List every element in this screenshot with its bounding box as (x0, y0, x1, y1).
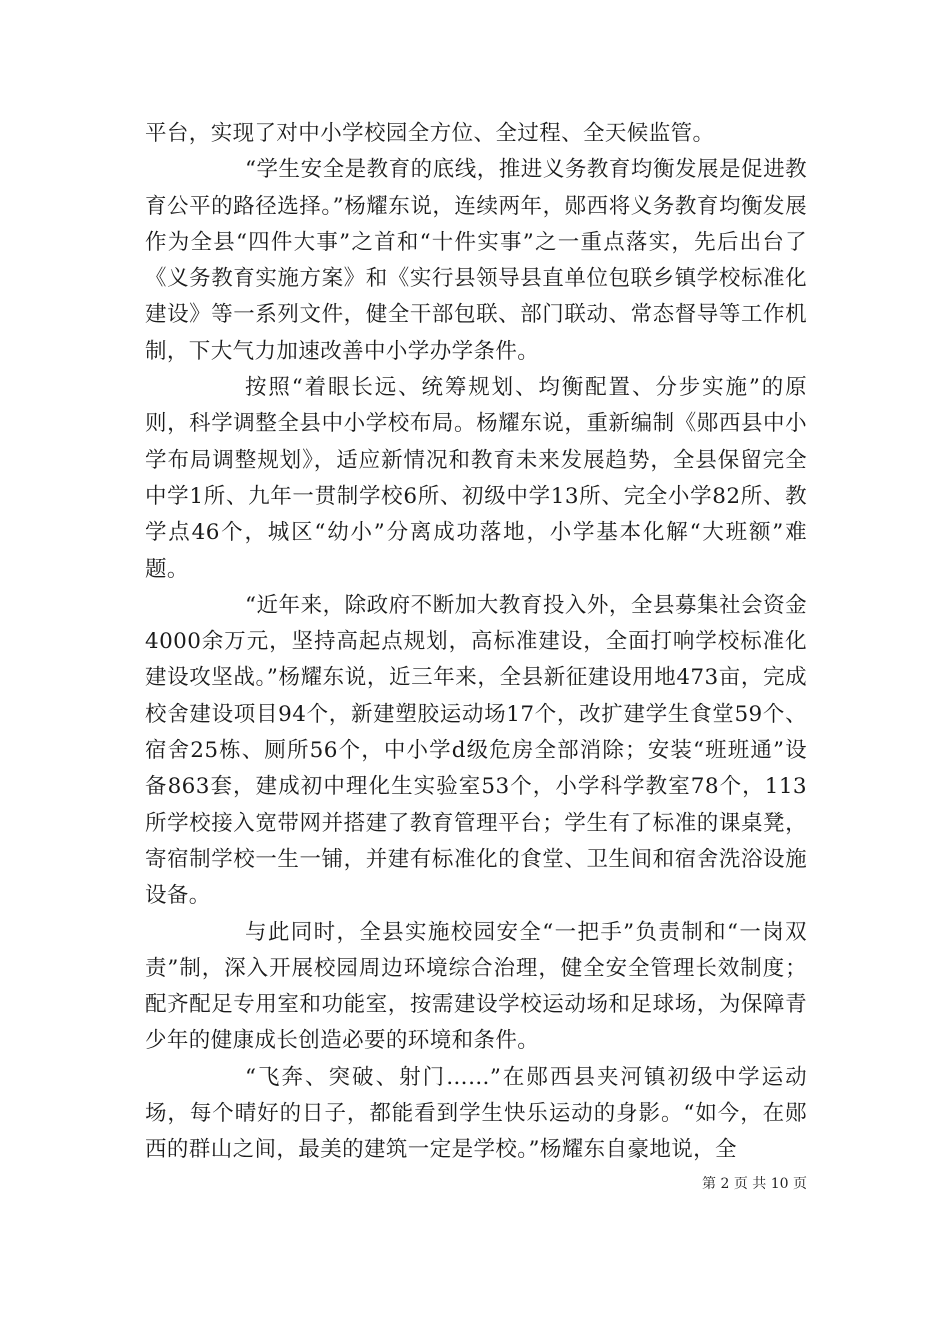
paragraph: 与此同时，全县实施校园安全“一把手”负责制和“一岗双责”制，深入开展校园周边环境综合治理，健全安全管理长效制度；配齐配足专用室和功能室，按需建设学校运动场和足球场，为保障青少年的健康成长创造必要的环境和条件。 (145, 919, 807, 1054)
paragraph: “近年来，除政府不断加大教育投入外，全县募集社会资金4000余万元，坚持高起点规划，高标准建设，全面打响学校标准化建设攻坚战。”杨耀东说，近三年来，全县新征建设用地473亩，完成校舍建设项目94个，新建塑胶运动场17个，改扩建学生食堂59个、宿舍25栋、厕所56个，中小学d级危房全部消除；安装“班班通”设备863套，建成初中理化生实验室53个，小学科学教室78个，113所学校接入宽带网并搭建了教育管理平台；学生有了标准的课桌凳，寄宿制学校一生一铺，并建有标准化的食堂、卫生间和宿舍洗浴设施设备。 (145, 592, 807, 909)
paragraph: “飞奔、突破、射门……”在郧西县夹河镇初级中学运动场，每个晴好的日子，都能看到学生快乐运动的身影。“如今，在郧西的群山之间，最美的建筑一定是学校。”杨耀东自豪地说，全 (145, 1064, 807, 1163)
paragraph: 按照“着眼长远、统筹规划、均衡配置、分步实施”的原则，科学调整全县中小学校布局。杨耀东说，重新编制《郧西县中小学布局调整规划》，适应新情况和教育未来发展趋势，全县保留完全中学1所、九年一贯制学校6所、初级中学13所、完全小学82所、教学点46个，城区“幼小”分离成功落地，小学基本化解“大班额”难题。 (145, 375, 807, 582)
paragraph: “学生安全是教育的底线，推进义务教育均衡发展是促进教育公平的路径选择。”杨耀东说，连续两年，郧西将义务教育均衡发展作为全县“四件大事”之首和“十件实事”之一重点落实，先后出台了《义务教育实施方案》和《实行县领导县直单位包联乡镇学校标准化建设》等一系列文件，健全干部包联、部门联动、常态督导等工作机制，下大气力加速改善中小学办学条件。 (145, 157, 807, 364)
page-number-footer: 第 2 页 共 10 页 (702, 1176, 807, 1192)
paragraph-continuation: 平台，实现了对中小学校园全方位、全过程、全天候监管。 (145, 121, 715, 146)
document-body (145, 116, 807, 1169)
